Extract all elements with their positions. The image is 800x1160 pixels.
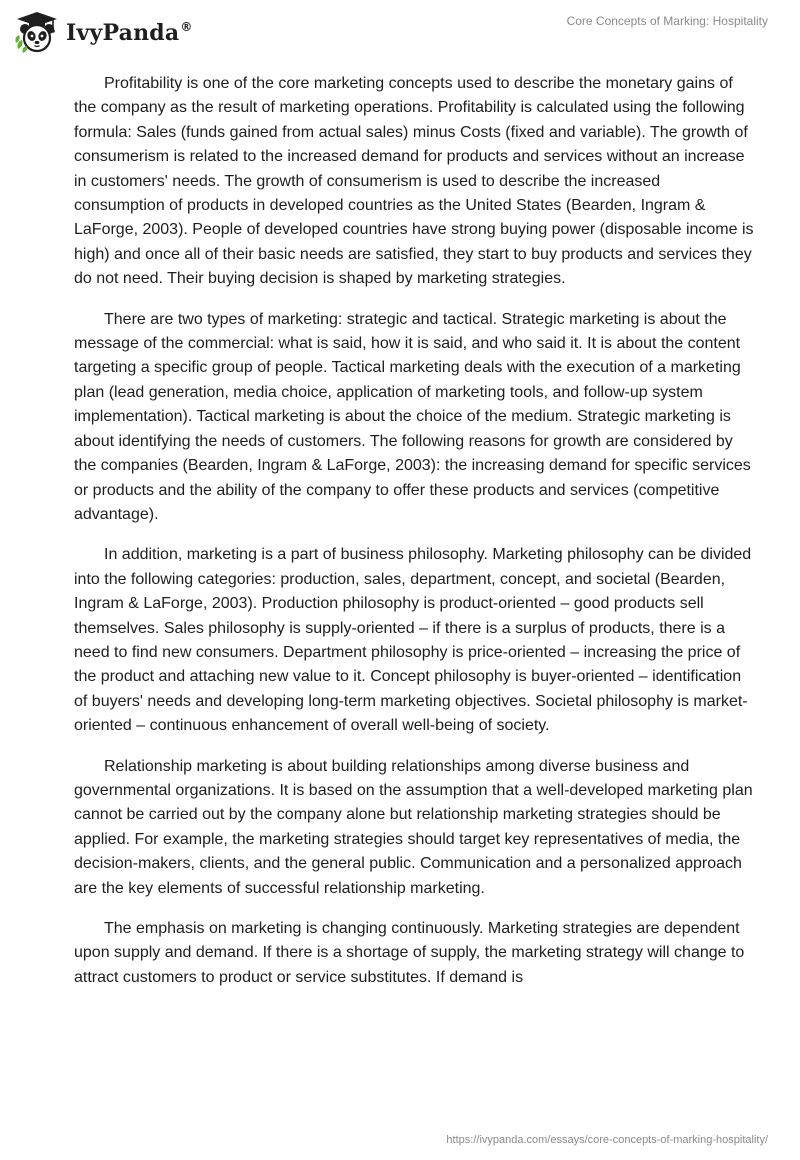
paragraph-marketing-emphasis: The emphasis on marketing is changing continuously. Marketing strategies are dependent upon supply and demand. If there is a shortage of supply, the marketing strategy will change to attract customers to product or service substitutes. If demand is: [74, 920, 745, 986]
ivypanda-logo[interactable]: [14, 8, 193, 56]
panda-graduate-icon: [14, 9, 60, 55]
paragraph-business-philosophy: In addition, marketing is a part of business philosophy. Marketing philosophy can be divided into the following categories: production, sales, department, concept, and societal (Bearden, Ingram & LaForge, 2003). Production philosophy is product-oriented – good products sell themselves. Sales philosophy is supply-oriented – if there is a surplus of products, there is a need to find new consumers. Department philosophy is price-oriented – increasing the price of the product and attaching new value to it. Concept philosophy is buyer-oriented – identification of buyers' needs and developing long-term marketing objectives. Societal philosophy is market-oriented – continuous enhancement of overall well-being of society.: [74, 546, 752, 735]
brand-name-text: IvyPanda: [66, 20, 180, 46]
paragraph-profitability: Profitability is one of the core marketing concepts used to describe the monetary gains of the company as the result of marketing operations. Profitability is calculated using the following formula: Sales (funds gained from actual sales) minus Costs (fixed and variable). The growth of consumerism is related to the increased demand for products and services without an increase in customers' needs. The growth of consumerism is used to describe the increased consumption of products in developed countries as the United States (Bearden, Ingram & LaForge, 2003). People of developed countries have strong buying power (disposable income is high) and once all of their basic needs are satisfied, they start to buy products and services they do not need. Their buying decision is shaped by marketing strategies.: [74, 75, 754, 288]
page-header: [0, 0, 800, 66]
paragraph-marketing-types: There are two types of marketing: strategic and tactical. Strategic marketing is about the message of the commercial: what is said, how it is said, and who said it. It is about the content targeting a specific group of people. Tactical marketing deals with the execution of a marketing plan (lead generation, media choice, application of marketing tools, and follow-up system implementation). Tactical marketing is about the choice of the medium. Strategic marketing is about identifying the needs of customers. The following reasons for growth are considered by the companies (Bearden, Ingram & LaForge, 2003): the increasing demand for specific services or products and the ability of the company to offer these products and services (competitive advantage).: [74, 310, 751, 523]
registered-mark: ®: [180, 20, 193, 34]
document-title: Core Concepts of Marking: Hospitality: [566, 14, 768, 28]
source-url[interactable]: https://ivypanda.com/essays/core-concepts-of-marking-hospitality/: [446, 1134, 768, 1146]
brand-name: [66, 20, 193, 46]
paragraph-relationship-marketing: Relationship marketing is about building relationships among diverse business and governmental organizations. It is based on the assumption that a well-developed marketing plan cannot be carried out by the company alone but relationship marketing strategies should be applied. For example, the marketing strategies should target key representatives of media, the decision-makers, clients, and the general public. Communication and a personalized approach are the key elements of successful relationship marketing.: [74, 757, 753, 897]
essay-body: [74, 72, 754, 1006]
